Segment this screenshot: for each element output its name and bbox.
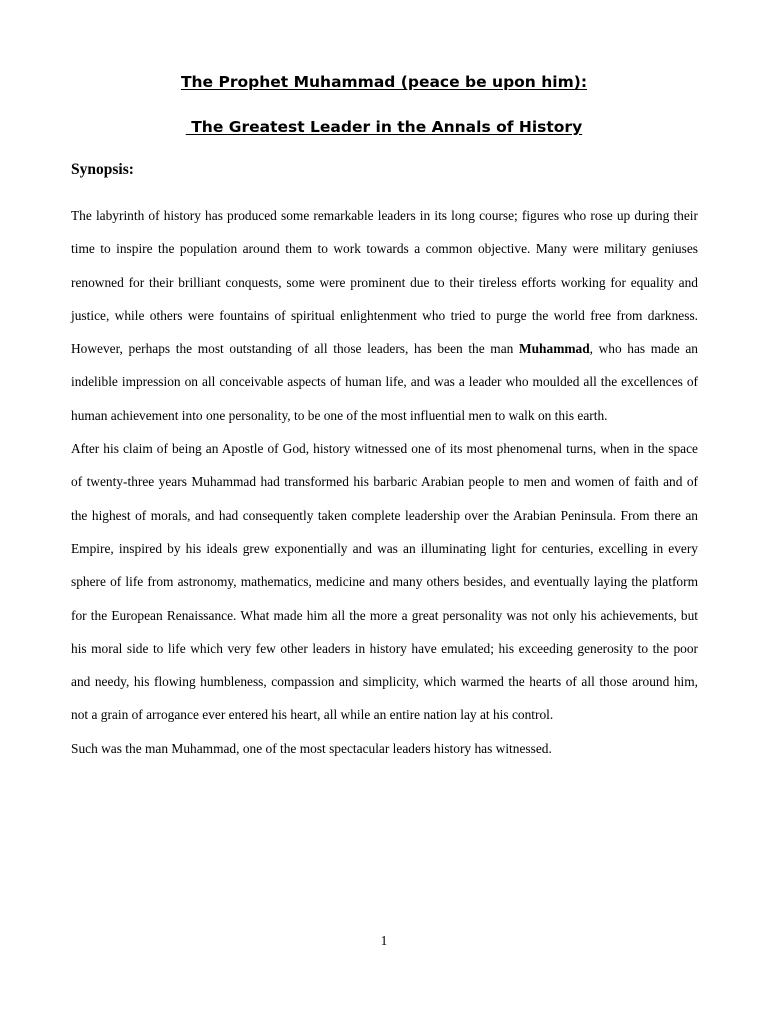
paragraph-1-text-after: , who has made an indelible impression on all conceivable aspects of human life, and was a leader who moulded all the excellences of human achievement into one personality, to be one of the most influential men to walk on this earth. — [71, 341, 698, 423]
paragraph-1-text-before: The labyrinth of history has produced some remarkable leaders in its long course; figures who rose up during their time to inspire the population around them to work towards a common objective. Many were military geniuses renowned for their brilliant conquests, some were prominent due to their tireless efforts working for equality and justice, while others were fountains of spiritual enlightenment who tried to purge the world free from darkness. However, perhaps the most outstanding of all those leaders, has been the man — [71, 208, 698, 357]
document-title-line-1: The Prophet Muhammad (peace be upon him): — [180, 73, 588, 91]
page-number: 1 — [380, 933, 388, 948]
paragraph-2: After his claim of being an Apostle of God, history witnessed one of its most phenomenal turns, when in the space of twenty-three years Muhammad had transformed his barbaric Arabian people to men and women of faith and of the highest of morals, and had consequently taken complete leadership over the Arabian Peninsula. From there an Empire, inspired by his ideals grew exponentially and was an illuminating light for centuries, excelling in every sphere of life from astronomy, mathematics, medicine and many others besides, and eventually laying the platform for the European Renaissance. What made him all the more a great personality was not only his achievements, but his moral side to life which very few other leaders in history have emulated; his exceeding generosity to the poor and needy, his flowing humbleness, compassion and simplicity, which warmed the hearts of all those around him, not a grain of arrogance ever entered his heart, all while an entire nation lay at his control. — [71, 441, 698, 723]
section-heading-synopsis: Synopsis: — [71, 161, 134, 178]
paragraph-1 — [71, 199, 698, 432]
paragraph-3: Such was the man Muhammad, one of the most spectacular leaders history has witnessed. — [71, 740, 552, 756]
paragraph-1-bold-name: Muhammad — [518, 341, 590, 357]
document-body — [71, 199, 698, 765]
document-title-line-2: The Greatest Leader in the Annals of History — [185, 118, 583, 136]
